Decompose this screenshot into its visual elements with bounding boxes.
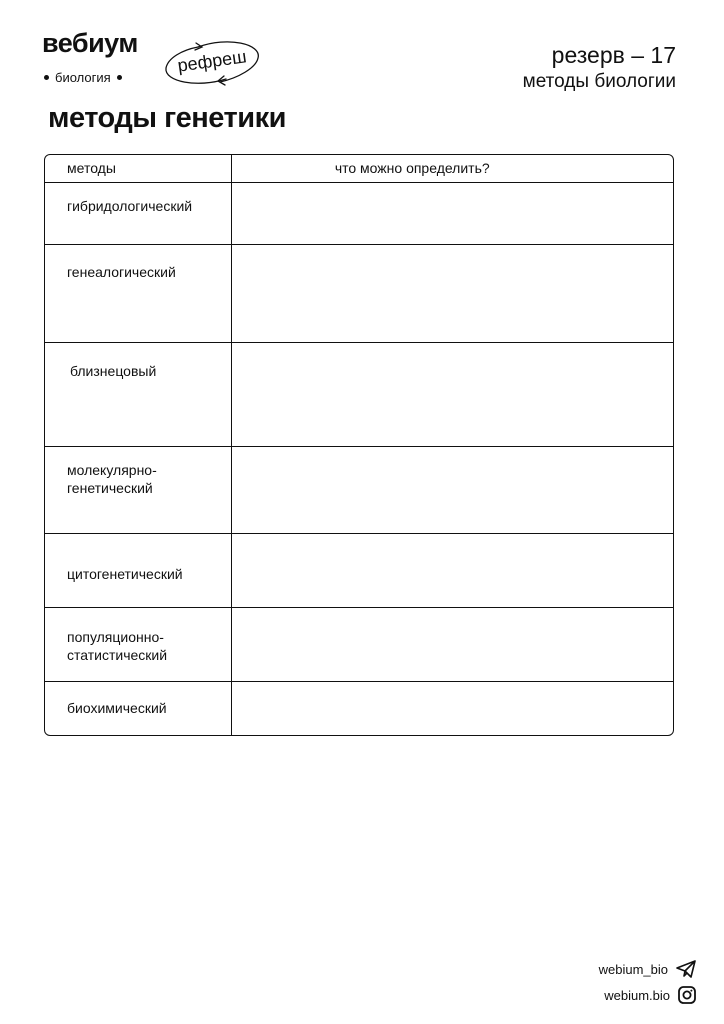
table-header-row <box>45 155 673 182</box>
method-name: цитогенетический <box>67 565 183 582</box>
method-cell <box>45 607 231 681</box>
answer-cell[interactable] <box>231 342 673 446</box>
brand-subtitle-text: биология <box>55 70 111 85</box>
methods-table <box>44 154 674 736</box>
answer-cell[interactable] <box>231 681 673 735</box>
table-row <box>45 446 673 533</box>
page-title: методы генетики <box>48 102 286 134</box>
answer-cell[interactable] <box>231 446 673 533</box>
column-header-answer: что можно определить? <box>231 155 673 182</box>
refresh-label: рефреш <box>176 46 248 76</box>
table-row <box>45 342 673 446</box>
bullet-dot-icon <box>44 75 49 80</box>
reserve-number: резерв – 17 <box>551 42 676 68</box>
table-row <box>45 533 673 607</box>
method-cell <box>45 244 231 342</box>
method-cell <box>45 342 231 446</box>
table-row <box>45 244 673 342</box>
instagram-handle: webium.bio <box>604 987 670 1003</box>
telegram-handle: webium_bio <box>598 961 668 977</box>
table-row <box>45 681 673 735</box>
table-row <box>45 182 673 244</box>
method-name: биохимический <box>67 700 167 717</box>
method-name: гибридологический <box>67 197 193 214</box>
method-name: популяционно-статистический <box>67 628 168 663</box>
method-name: генеалогический <box>67 263 176 280</box>
answer-cell[interactable] <box>231 607 673 681</box>
subject-title: методы биологии <box>522 71 676 92</box>
answer-cell[interactable] <box>231 182 673 244</box>
brand-subtitle <box>44 71 122 84</box>
refresh-stamp <box>158 38 266 88</box>
telegram-link[interactable] <box>599 960 696 978</box>
brand-logo: вебиум <box>42 28 138 58</box>
instagram-link[interactable] <box>604 986 696 1004</box>
method-cell <box>45 182 231 244</box>
instagram-icon <box>678 986 696 1004</box>
paper-plane-icon <box>676 960 696 978</box>
method-cell <box>45 533 231 607</box>
method-name: близнецовый <box>70 362 157 379</box>
method-cell <box>45 446 231 533</box>
method-cell <box>45 681 231 735</box>
method-name: молекулярно-генетический <box>67 461 157 496</box>
bullet-dot-icon <box>117 75 122 80</box>
table-row <box>45 607 673 681</box>
column-header-methods: методы <box>45 155 231 182</box>
answer-cell[interactable] <box>231 533 673 607</box>
answer-cell[interactable] <box>231 244 673 342</box>
